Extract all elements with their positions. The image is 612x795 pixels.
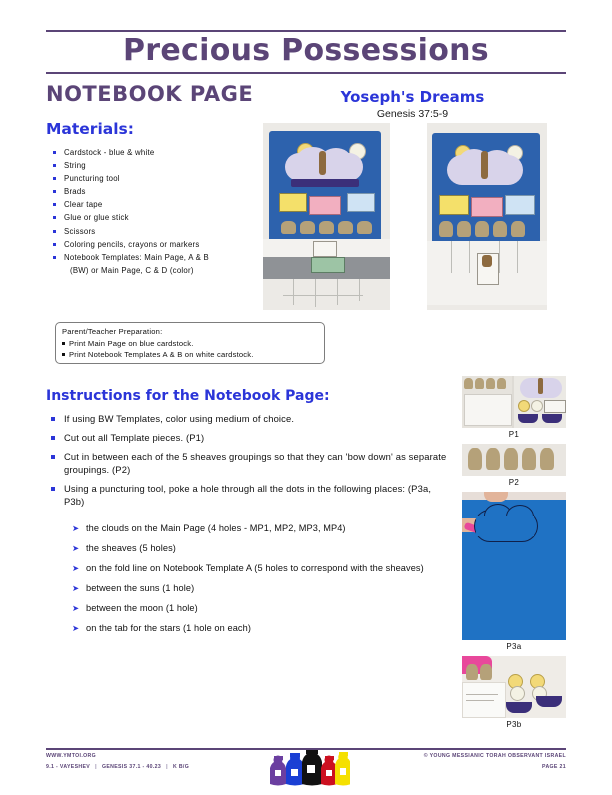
footer-scripture-range: GENESIS 37.1 - 40.23 [101,764,162,770]
list-item: ➤ between the moon (1 hole) [72,602,452,615]
list-item: Scissors [52,225,257,238]
photo-panel-p2 [462,444,566,487]
notebook-page-heading: NOTEBOOK PAGE [46,82,254,106]
footer-lesson-meta [46,764,189,770]
list-item: ➤ the sheaves (5 holes) [72,542,452,555]
photo-caption: P2 [508,478,520,487]
instructions-sub-list [72,522,452,642]
photo-completed-craft-front [427,123,547,310]
lesson-title: Yoseph's Dreams [340,88,485,106]
list-item: Glue or glue stick [52,211,257,224]
list-item: ➤ on the fold line on Notebook Template A (5 holes to correspond with the sheaves) [72,562,452,575]
footer-separator-2: | [166,764,168,770]
footer-copyright: © YOUNG MESSIANIC TORAH OBSERVANT ISRAEL [423,753,566,759]
list-item: Cut out all Template pieces. (P1) [48,431,448,444]
instructions-heading: Instructions for the Notebook Page: [46,388,330,404]
footer-lesson-code: 9.1 - VAYESHEV [46,764,91,770]
photo-sheaves-groupings [462,444,566,476]
list-item: Print Main Page on blue cardstock. [62,338,318,349]
photo-caption: P3b [506,720,522,729]
photo-punched-sun-moon-star-pieces [462,656,566,718]
list-item: Coloring pencils, crayons or markers [52,238,257,251]
materials-heading: Materials: [46,120,134,138]
footer-left [46,753,189,770]
photo-caption: P1 [508,430,520,439]
preparation-title: Parent/Teacher Preparation: [62,327,163,336]
photo-template-pieces [462,376,566,428]
footer-grade: K B/G [172,764,190,770]
list-item: ➤ the clouds on the Main Page (4 holes - MP1, MP2, MP3, MP4) [72,522,452,535]
footer-right [424,753,566,770]
materials-list [52,146,257,277]
list-item: Brads [52,185,257,198]
list-item: ➤ on the tab for the stars (1 hole on each) [72,622,452,635]
list-item: Puncturing tool [52,172,257,185]
list-item: String [52,159,257,172]
list-item: Cardstock - blue & white [52,146,257,159]
list-item: Print Notebook Templates A & B on white cardstock. [62,349,318,360]
list-item: Using a puncturing tool, poke a hole through all the dots in the following places: (P3a, P3b) [48,482,448,508]
ymtoi-logo-icon [264,750,350,790]
photo-panel-p1 [462,376,566,439]
list-item: ➤ between the suns (1 hole) [72,582,452,595]
page-title: Precious Possessions [123,33,489,68]
preparation-list [62,338,318,360]
page-header [46,30,566,74]
list-item: If using BW Templates, color using medium of choice. [48,412,448,425]
list-item: Clear tape [52,198,257,211]
lesson-scripture-reference: Genesis 37:5-9 [376,108,449,120]
list-item-continuation: (BW) or Main Page, C & D (color) [70,265,194,275]
photo-panel-p3b [462,656,566,729]
footer-page-number: PAGE 21 [542,764,566,770]
list-item: Notebook Templates: Main Page, A & B [52,251,257,264]
photo-completed-craft-angle [263,123,390,310]
header-rule-bottom [46,72,566,74]
footer-website[interactable]: WWW.YMTOI.ORG [46,753,96,759]
photo-panel-p3a [462,492,566,651]
list-item: Cut in between each of the 5 sheaves groupings so that they can 'bow down' as separate groupings. (P2) [48,450,448,476]
instructions-list [48,412,448,514]
preparation-box [55,322,325,364]
photo-punching-cloud-holes [462,492,566,640]
photo-caption: P3a [506,642,522,651]
footer-separator-1: | [95,764,97,770]
